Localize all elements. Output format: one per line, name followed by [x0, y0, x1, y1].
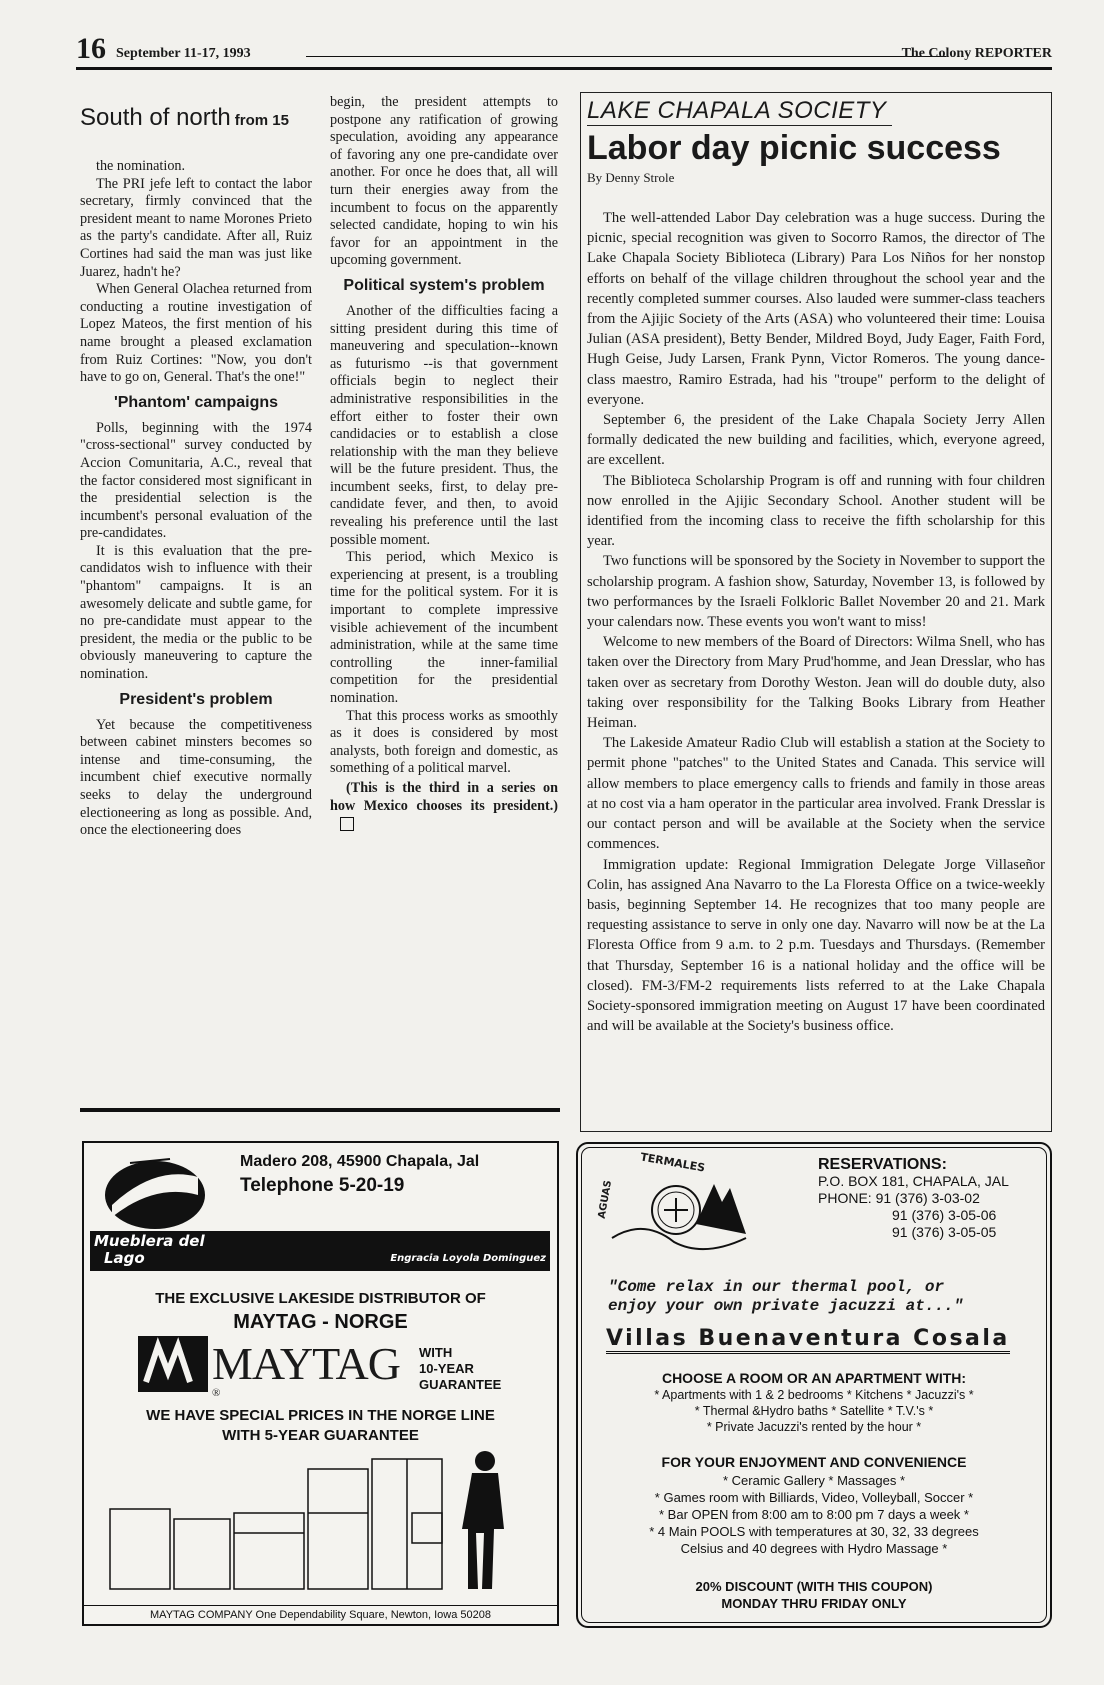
subheading-phantom-campaigns: 'Phantom' campaigns [113, 393, 279, 411]
reservations-block [818, 1156, 1044, 1241]
header-bottom-rule [76, 67, 1052, 70]
emblem-top-text: TERMALES [639, 1150, 707, 1175]
lake-logo-icon [100, 1155, 210, 1235]
reservations-title: RESERVATIONS: [818, 1156, 947, 1173]
subheading-political-system: Political system's problem [343, 276, 545, 294]
choose-block [578, 1370, 1050, 1435]
paragraph: Yet because the competitiveness between cabinet minsters becomes so intense and time-consuming, the incumbent chief executive normally seeks to delay the underground electioneering as long as possible. And, once the electioneering does [80, 716, 312, 839]
guarantee-block [419, 1345, 501, 1393]
lcs-article-box [580, 92, 1052, 1132]
phone-line: PHONE: 91 (376) 3-03-02 [818, 1190, 980, 1206]
article-body-5 [330, 303, 558, 833]
headline-text: South of north [80, 104, 231, 131]
store-name-line2: Lago [104, 1249, 145, 1267]
choose-line: * Private Jacuzzi's rented by the hour * [706, 1420, 922, 1434]
paragraph: The Biblioteca Scholarship Program is off and running with four children now enrolled in the Ajijic Secondary School. Another student will be identified from the incoming class to receive the fifth scholarship for this year. [587, 472, 1045, 550]
distributor-line: THE EXCLUSIVE LAKESIDE DISTRIBUTOR OF [155, 1290, 486, 1307]
villas-quote [608, 1278, 963, 1316]
article-headline [80, 104, 312, 132]
column-2 [330, 94, 558, 833]
quote-line: "Come relax in our thermal pool, or [608, 1278, 945, 1296]
series-note [330, 780, 558, 833]
paragraph: This period, which Mexico is experiencing at present, is a troubling time for the political system. For it is important to complete impressive visible achievement of the incumbent administration, while at the same time controlling the inner-familial competition for the presidential nomination. [330, 549, 558, 706]
publication-name: The Colony REPORTER [901, 46, 1052, 61]
guarantee-line: WITH [419, 1345, 453, 1360]
store-address: Madero 208, 45900 Chapala, Jal [240, 1153, 480, 1170]
po-box: P.O. BOX 181, CHAPALA, JAL [818, 1173, 1009, 1189]
series-note-text: (This is the third in a series on how Mexico chooses its president.) [330, 779, 558, 814]
maytag-ad [82, 1141, 559, 1626]
article-body-1 [80, 158, 312, 387]
maytag-m-logo-icon [138, 1336, 208, 1392]
special-guarantee-line: WITH 5-YEAR GUARANTEE [222, 1427, 419, 1444]
lcs-headline: Labor day picnic success [587, 129, 1001, 167]
article-body-3 [80, 717, 312, 840]
brand-line: MAYTAG - NORGE [233, 1311, 408, 1333]
paragraph: The Lakeside Amateur Radio Club will establish a station at the Society to permit phone "patches" to the United States and Canada. This service will allow members to place emergency calls to friends and family in those areas at no cost via a ham operator in the particular area involved. Frank Dresslar is our contact person and will be available at the Society when the service commences. [587, 735, 1045, 853]
guarantee-line: GUARANTEE [419, 1377, 502, 1392]
section-divider [80, 1108, 560, 1112]
discount-block [578, 1578, 1050, 1612]
paragraph: Polls, beginning with the 1974 "cross-sectional" survey conducted by Accion Comunitaria, A.C., reveal that the factor considered most significant in the presidential selection is the incumbent's personal evaluation of the pre-candidates. [80, 419, 312, 542]
article-body-2 [80, 420, 312, 684]
owner-name: Engracia Loyola Dominguez [390, 1253, 546, 1264]
termales-emblem-icon [604, 1154, 754, 1274]
page-header [76, 32, 1052, 72]
jump-reference: from 15 [234, 112, 289, 129]
store-name-line1: Mueblera del [94, 1232, 205, 1250]
enjoy-line: * Ceramic Gallery * Massages * [722, 1473, 906, 1488]
lcs-body [587, 208, 1045, 1036]
header-rule [306, 56, 946, 57]
mueblera-logo [90, 1153, 550, 1271]
subheading-presidents-problem: President's problem [119, 690, 273, 708]
paragraph: September 6, the president of the Lake Chapala Society Jerry Allen formally dedicated the new building and facilities, which, everyone agreed, are excellent. [587, 412, 1045, 469]
end-mark-icon [340, 817, 354, 831]
store-name [94, 1233, 205, 1267]
paragraph: The well-attended Labor Day celebration was a huge success. During the picnic, special recognition was given to Socorro Ramos, the director of The Lake Chapala Society Biblioteca (Library) Para Los Niños for her nonstop efforts on behalf of the village children throughout the school year and the recently completed summer courses. Also lauded were summer-class teachers from the Ajijic Society of the Arts (ASA) who volunteered their time: Louisa Julian (ASA president), Betty Bender, Mildred Boyd, Judy Eager, Faith Ford, Hugh Geise, Judy Larsen, Frank Pynn, Victor Romeros. The young dance-class maestro, Ramiro Estrada, had his "troupe" perform to the delight of everyone. [587, 210, 1045, 408]
choose-line: * Apartments with 1 & 2 bedrooms * Kitchens * Jacuzzi's * [654, 1388, 974, 1402]
appliances-illustration [100, 1449, 540, 1599]
enjoy-title: FOR YOUR ENJOYMENT AND CONVENIENCE [661, 1454, 967, 1470]
discount-line: MONDAY THRU FRIDAY ONLY [721, 1596, 907, 1611]
enjoy-line: * 4 Main POOLS with temperatures at 30, 32, 33 degrees [649, 1524, 979, 1539]
villas-ad [576, 1142, 1052, 1628]
quote-line: enjoy your own private jacuzzi at..." [608, 1297, 964, 1315]
guarantee-line: 10-YEAR [419, 1361, 474, 1376]
maytag-wordmark: MAYTAG [212, 1338, 400, 1389]
enjoy-block [578, 1454, 1050, 1557]
column-1 [80, 104, 312, 840]
enjoy-line: * Games room with Billiards, Video, Volleyball, Soccer * [654, 1490, 974, 1505]
discount-line: 20% DISCOUNT (WITH THIS COUPON) [695, 1579, 933, 1594]
paragraph: begin, the president attempts to postpone any ratification of growing speculation, avoiding any appearance of favoring any one pre-candidate over another. For once he does that, all will turn their energies away from the incumbent to focus on the apparently selected candidate, hoping to win his favor for an appointment in the upcoming government. [330, 94, 558, 269]
choose-title: CHOOSE A ROOM OR AN APARTMENT WITH: [661, 1370, 967, 1386]
lcs-kicker: LAKE CHAPALA SOCIETY [587, 97, 892, 126]
store-telephone: Telephone 5-20-19 [240, 1175, 405, 1196]
paragraph: That this process works as smoothly as it does is considered by most analysts, both foreign and domestic, as something of a political marvel. [330, 707, 558, 777]
enjoy-line: * Bar OPEN from 8:00 am to 8:00 pm 7 days a week * [659, 1507, 969, 1522]
issue-date: September 11-17, 1993 [116, 46, 251, 61]
paragraph: It is this evaluation that the pre-candidatos wish to influence with their "phantom" campaigns. It is an awesomely delicate and subtle game, for no pre-candidate must appear to the president, the media or the public to be obviously maneuvering to capture the nomination. [80, 542, 312, 683]
registered-icon: ® [212, 1387, 221, 1399]
paragraph: When General Olachea returned from conducting a routine investigation of Lopez Mateos, the first mention of his name brought a pleased exclamation from Ruiz Cortines: "Now, you don't have to go on, General. That's the one!" [80, 281, 312, 386]
paragraph: the nomination. [96, 158, 186, 174]
emblem-side-text: AGUAS [596, 1179, 615, 1220]
enjoy-line: Celsius and 40 degrees with Hydro Massage * [680, 1541, 948, 1556]
phone-line: 91 (376) 3-05-05 [892, 1224, 997, 1240]
phone-line: 91 (376) 3-05-06 [892, 1207, 997, 1223]
special-prices-line: WE HAVE SPECIAL PRICES IN THE NORGE LINE [146, 1407, 495, 1424]
article-body-4 [330, 94, 558, 270]
choose-line: * Thermal &Hydro baths * Satellite * T.V.'s * [694, 1404, 934, 1418]
paragraph: Two functions will be sponsored by the Society in November to support the scholarship program. A fashion show, Saturday, November 13, is followed by two performances by the Israeli Folkloric Ballet November 20 and 21. Mark your calendars now. These events you won't want to miss! [587, 553, 1045, 631]
paragraph: Another of the difficulties facing a sitting president during this time of maneuvering and speculation--known as futurismo --is that government officials begin to neglect their administrative responsibilities in the effort either to foster their own candidacies or to establish a close relationship with the man they believe will be the future president. Thus, the incumbent seeks, first, to delay pre-candidate fever, and then, to avoid revealing his preference until the last possible moment. [330, 302, 558, 548]
paragraph: Welcome to new members of the Board of Directors: Wilma Snell, who has taken over the Directory from Mary Prud'homme, and Jean Dresslar, who has taken over as secretary from Dorothy Weston. Jean will do double duty, also taking over responsibility for the Talking Books Library from Heather Heiman. [587, 634, 1045, 732]
villas-name: Villas Buenaventura Cosala [606, 1326, 1010, 1354]
lcs-byline: By Denny Strole [587, 170, 675, 185]
maytag-company-footer: MAYTAG COMPANY One Dependability Square, Newton, Iowa 50208 [84, 1605, 557, 1621]
paragraph: Immigration update: Regional Immigration Delegate Jorge Villaseñor Colin, has assigned Ana Navarro to the La Floresta Office on a twice-weekly basis, beginning September 14. He recognizes that too many people are requesting assistance to serve in only one day. Navarro will now be at the La Floresta Office from 9 a.m. to 2 p.m. Tuesdays and Thursdays. (Remember that Thursday, September 16 is a national holiday and the office will be closed). FM-3/FM-2 requirements lists referred to at the Lake Chapala Society-sponsored immigration meeting on August 17 have been coordinated and will be available at the Society's business office. [587, 856, 1045, 1035]
page-number: 16 [76, 32, 106, 65]
paragraph: The PRI jefe left to contact the labor secretary, firmly convinced that the president meant to name Morones Prieto as the party's candidate. After all, Ruiz Cortines had said the man was just like Juarez, hadn't he? [80, 175, 312, 280]
